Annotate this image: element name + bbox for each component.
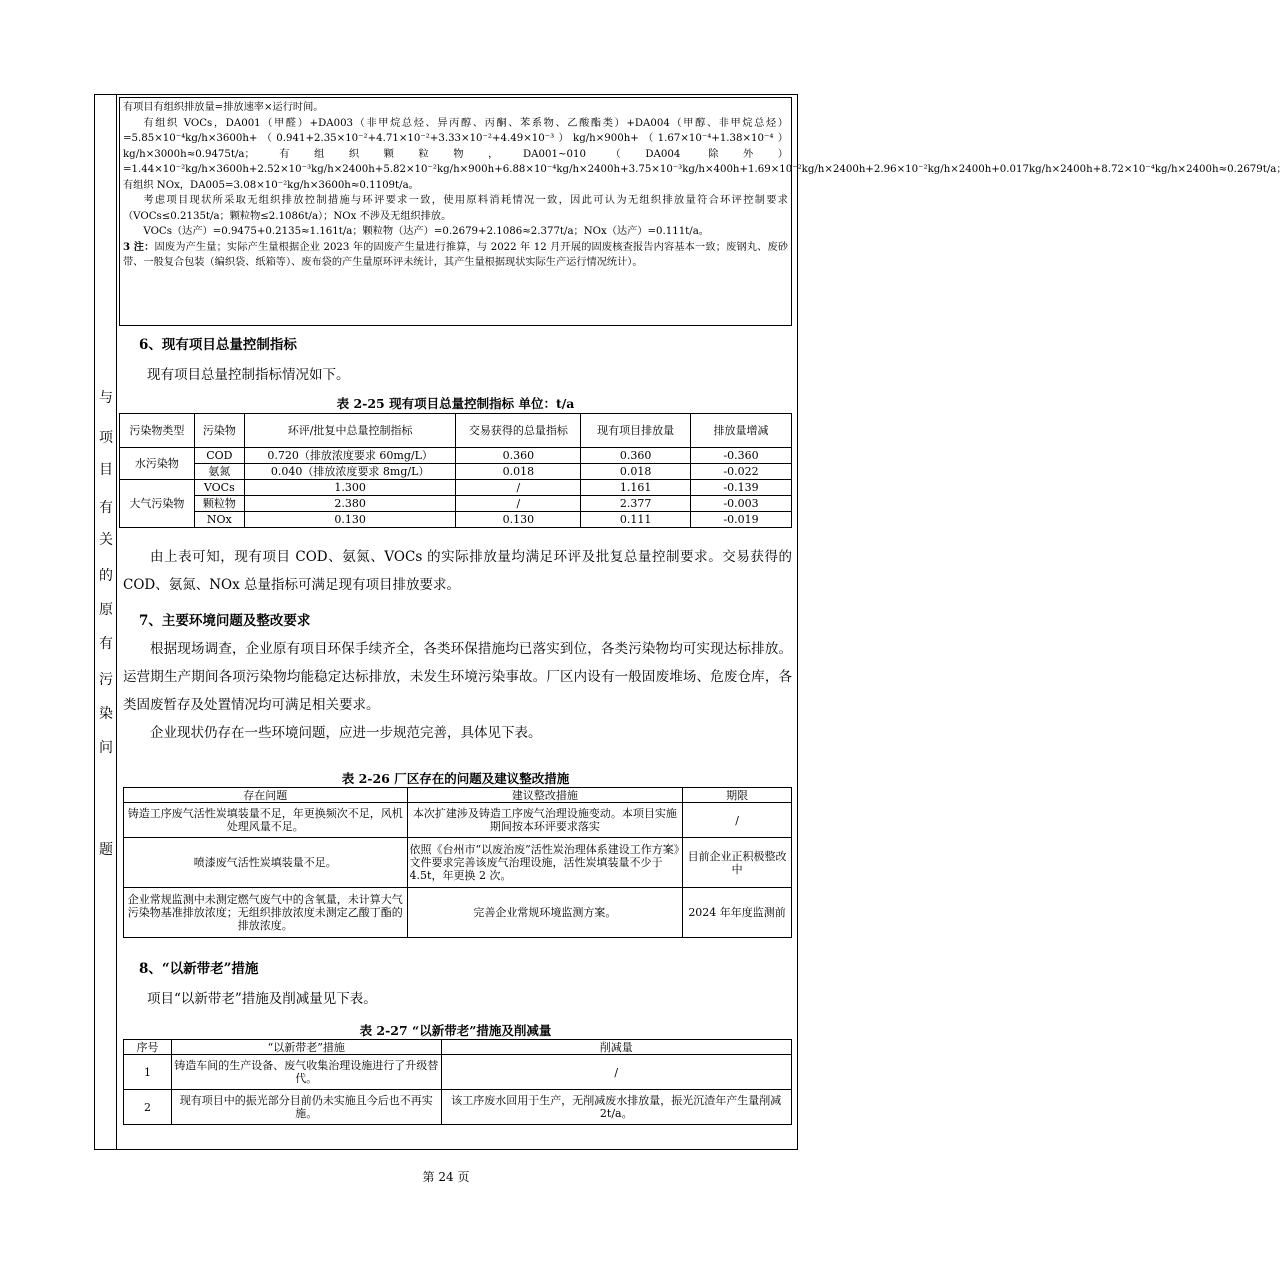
table-cell: / xyxy=(683,803,792,838)
table-row xyxy=(120,512,792,528)
table-cell: 大气污染物 xyxy=(120,480,195,528)
table-row xyxy=(120,496,792,512)
note-3-label: 3 注： xyxy=(123,240,155,253)
section-7-para-2: 企业现状仍存在一些环境问题，应进一步规范完善，具体见下表。 xyxy=(150,725,542,741)
table-cell: 喷漆废气活性炭填装量不足。 xyxy=(124,838,408,888)
table-cell: / xyxy=(456,480,581,496)
table-cell: / xyxy=(456,496,581,512)
table-header-cell: 期限 xyxy=(683,788,792,803)
table-row xyxy=(124,1090,792,1125)
table-cell: 水污染物 xyxy=(120,448,195,480)
section-8-intro: 项目“以新带老”措施及削减量见下表。 xyxy=(147,991,377,1007)
table-cell: 2 xyxy=(124,1090,172,1125)
section-6-intro: 现有项目总量控制指标情况如下。 xyxy=(147,367,350,383)
side-label-char: 题 xyxy=(99,842,113,858)
table-row xyxy=(124,1055,792,1090)
note-line: VOCs（达产）=0.9475+0.2135≈1.161t/a；颗粒物（达产）=0.2679+2.1086≈2.377t/a；NOx（达产）=0.111t/a。 xyxy=(143,226,709,237)
page-number: 第 24 页 xyxy=(422,1170,470,1184)
table-cell: / xyxy=(441,1055,791,1090)
table-row xyxy=(120,480,792,496)
table-header-cell: 排放量增减 xyxy=(691,414,792,448)
table-header-cell: 建议整改措施 xyxy=(407,788,683,803)
table-row xyxy=(124,888,792,938)
table-header-cell: 污染物 xyxy=(194,414,244,448)
section-7-para-1: 根据现场调查，企业原有项目环保手续齐全，各类环保措施均已落实到位，各类污染物均可实现达标排放。运营期生产期间各项污染物均能稳定达标排放，未发生环境污染事故。厂区内设有一般固废堆场、危废仓库，各类固废暂存及处置情况均可满足相关要求。 xyxy=(123,641,792,713)
side-label-char: 有 xyxy=(99,500,113,516)
table-cell: -0.360 xyxy=(691,448,792,464)
table-cell: 现有项目中的振光部分目前仍未实施且今后也不再实施。 xyxy=(171,1090,441,1125)
table-cell: 0.720（排放浓度要求 60mg/L） xyxy=(244,448,456,464)
note-line: 有项目有组织排放量=排放速率×运行时间。 xyxy=(123,102,324,113)
table-header-cell: 存在问题 xyxy=(124,788,408,803)
table-cell: 0.360 xyxy=(581,448,691,464)
side-label-char: 的 xyxy=(99,568,113,584)
note-3 xyxy=(123,240,788,271)
table-header-cell: 污染物类型 xyxy=(120,414,195,448)
side-label-char: 项 xyxy=(99,430,113,446)
side-label-char: 问 xyxy=(99,740,113,756)
table-2-26-caption: 表 2-26 厂区存在的问题及建议整改措施 xyxy=(341,771,570,786)
table-cell: 0.111 xyxy=(581,512,691,528)
section-label-column xyxy=(95,95,117,1149)
section-7-heading: 7、主要环境问题及整改要求 xyxy=(139,613,311,629)
side-label-char: 污 xyxy=(99,672,113,688)
document-frame xyxy=(94,94,1287,1150)
section-6-heading: 6、现有项目总量控制指标 xyxy=(139,337,297,353)
table-cell: 2024 年年度监测前 xyxy=(683,888,792,938)
section-8-heading: 8、“以新带老”措施 xyxy=(139,961,259,977)
table-header-cell: 环评/批复中总量控制指标 xyxy=(244,414,456,448)
table-2-26 xyxy=(123,787,792,938)
table-cell: 0.360 xyxy=(456,448,581,464)
table-cell: VOCs xyxy=(194,480,244,496)
table-row xyxy=(124,803,792,838)
table-header-cell: “以新带老”措施 xyxy=(171,1040,441,1055)
table-cell: NOx xyxy=(194,512,244,528)
table-2-25-caption: 表 2-25 现有项目总量控制指标 单位：t/a xyxy=(336,396,575,411)
table-cell: 完善企业常规环境监测方案。 xyxy=(407,888,683,938)
note-3-text: 固废为产生量；实际产生量根据企业 2023 年的固废产生量进行推算，与 2022 年 12 月开展的固废核查报告内容基本一致；废钢丸、废砂带、一般复合包装（编织袋、纸箱等）、废布袋的产生量原环评未统计，其产生量根据现状实际生产运行情况统计）。 xyxy=(123,241,788,268)
table-cell: 0.130 xyxy=(244,512,456,528)
table-cell: 目前企业正积极整改中 xyxy=(683,838,792,888)
table-header-cell: 削减量 xyxy=(441,1040,791,1055)
table-cell: 企业常规监测中未测定燃气废气中的含氧量，未计算大气污染物基准排放浓度；无组织排放浓度未测定乙酸丁酯的排放浓度。 xyxy=(124,888,408,938)
emission-notes-box xyxy=(119,97,1287,326)
table-cell: 2.377 xyxy=(581,496,691,512)
table-cell: 1.161 xyxy=(581,480,691,496)
table-cell: 0.018 xyxy=(456,464,581,480)
side-label-char: 染 xyxy=(99,706,113,722)
table-cell: 1 xyxy=(124,1055,172,1090)
main-content xyxy=(117,95,1287,1149)
table-cell: COD xyxy=(194,448,244,464)
table-row xyxy=(120,448,792,464)
table-cell: 0.040（排放浓度要求 8mg/L） xyxy=(244,464,456,480)
table-header-cell: 交易获得的总量指标 xyxy=(456,414,581,448)
table-cell: 1.300 xyxy=(244,480,456,496)
table-row xyxy=(120,464,792,480)
table-header-cell: 序号 xyxy=(124,1040,172,1055)
table-cell: 铸造工序废气活性炭填装量不足，年更换频次不足，风机处理风量不足。 xyxy=(124,803,408,838)
table-cell: 0.018 xyxy=(581,464,691,480)
table-row xyxy=(124,838,792,888)
note-line: 有组织 VOCs，DA001（甲醛）+DA003（非甲烷总烃、异丙醇、丙酮、苯系物、乙酸酯类）+DA004（甲醇、非甲烷总烃）=5.85×10⁻⁴kg/h×3600h+（0.941+2.35×10⁻²+4.71×10⁻²+3.33×10⁻²+4.49×10⁻³）kg/h×900h+（1.67×10⁻⁴+1.38×10⁻⁴）kg/h×3000h≈0.9475t/a；有组织颗粒物，DA001~010（DA004 除外）=1.44×10⁻²kg/h×3600h+2.52×10⁻³kg/h×2400h+5.82×10⁻²kg/h×900h+6.88×10⁻⁴kg/h×2400h+3.75×10⁻³kg/h×400h+1.69×10⁻²kg/h×2400h+2.96×10⁻²kg/h×2400h+0.017kg/h×2400h+8.72×10⁻⁴kg/h×2400h≈0.2679t/a；有组织 NOx，DA005=3.08×10⁻²kg/h×3600h≈0.1109t/a。 xyxy=(123,117,1287,191)
table-header-cell: 现有项目排放量 xyxy=(581,414,691,448)
table-cell: -0.003 xyxy=(691,496,792,512)
side-label-char: 与 xyxy=(99,390,113,406)
side-label-char: 目 xyxy=(99,462,113,478)
table-2-27 xyxy=(123,1039,792,1125)
table-cell: 氨氮 xyxy=(194,464,244,480)
table-cell: 颗粒物 xyxy=(194,496,244,512)
table-cell: 铸造车间的生产设备、废气收集治理设施进行了升级替代。 xyxy=(171,1055,441,1090)
table-cell: 本次扩建涉及铸造工序废气治理设施变动。本项目实施期间按本环评要求落实 xyxy=(407,803,683,838)
table-cell: -0.139 xyxy=(691,480,792,496)
table-2-25 xyxy=(119,413,792,528)
table-cell: 依照《台州市“以废治废”活性炭治理体系建设工作方案》文件要求完善该废气治理设施，活性炭填装量不少于 4.5t，年更换 2 次。 xyxy=(407,838,683,888)
table-cell: 0.130 xyxy=(456,512,581,528)
section-6-summary: 由上表可知，现有项目 COD、氨氮、VOCs 的实际排放量均满足环评及批复总量控制要求。交易获得的 COD、氨氮、NOx 总量指标可满足现有项目排放要求。 xyxy=(123,549,792,593)
side-label-char: 原 xyxy=(99,602,113,618)
side-label-char: 关 xyxy=(99,532,113,548)
table-cell: -0.019 xyxy=(691,512,792,528)
table-cell: 该工序废水回用于生产，无削减废水排放量，振光沉渣年产生量削减 2t/a。 xyxy=(441,1090,791,1125)
table-cell: -0.022 xyxy=(691,464,792,480)
table-2-27-caption: 表 2-27 “以新带老”措施及削减量 xyxy=(359,1023,552,1038)
side-label-char: 有 xyxy=(99,636,113,652)
note-line: 考虑项目现状所采取无组织排放控制措施与环评要求一致，使用原料消耗情况一致，因此可认为无组织排放量符合环评控制要求（VOCs≤0.2135t/a；颗粒物≤2.1086t/a）；NOx 不涉及无组织排放。 xyxy=(123,195,788,222)
table-cell: 2.380 xyxy=(244,496,456,512)
